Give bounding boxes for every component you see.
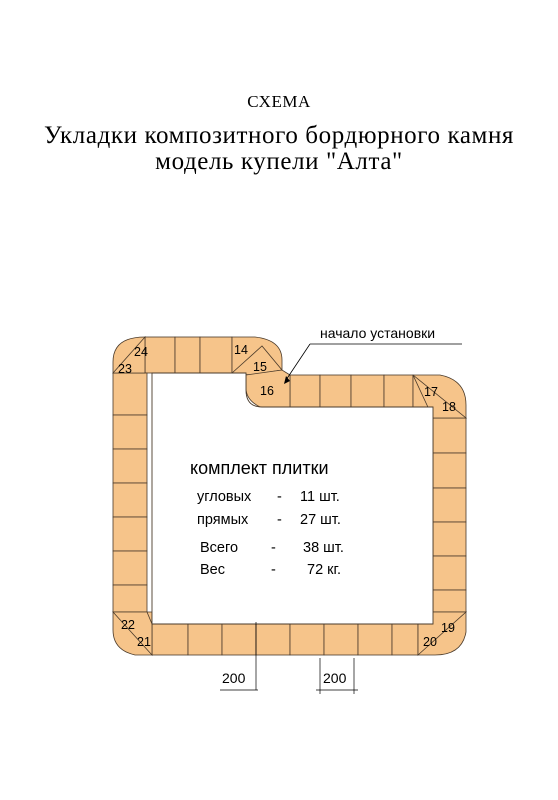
tile-number-23: 23 (118, 362, 132, 376)
kit-row-dash: - (271, 562, 276, 578)
scheme-title-line-1: Укладки композитного бордюрного камня (43, 122, 515, 149)
straight-tile (113, 585, 147, 612)
straight-tile (433, 418, 466, 453)
tile-number-15: 15 (253, 360, 267, 374)
pool-opening (152, 373, 433, 624)
kit-row-name: Вес (200, 562, 225, 578)
kit-row-value: 11 шт. (300, 489, 340, 505)
tile-number-20: 20 (423, 635, 437, 649)
straight-tile (290, 375, 320, 407)
straight-tile (358, 624, 392, 655)
straight-tile (324, 624, 358, 655)
tile-number-18: 18 (442, 400, 456, 414)
tile-number-17: 17 (424, 385, 438, 399)
tile-number-14: 14 (234, 343, 248, 357)
tiles-group (113, 337, 466, 655)
scheme-title-line-2: модель купели "Алта" (155, 148, 403, 175)
tile-number-22: 22 (121, 618, 135, 632)
dimension-right (316, 658, 358, 694)
straight-tile (113, 517, 147, 551)
straight-tile (433, 590, 466, 612)
kit-row-name: угловых (197, 489, 252, 505)
straight-tile (433, 453, 466, 488)
tile-number-19: 19 (441, 621, 455, 635)
straight-tile (113, 373, 147, 415)
straight-tile (433, 556, 466, 590)
straight-tile (188, 624, 222, 655)
kit-title: комплект плитки (190, 458, 329, 478)
kit-row-dash: - (271, 540, 276, 556)
kit-row-dash: - (277, 489, 282, 505)
tile-number-21: 21 (137, 635, 151, 649)
tile-number-16: 16 (260, 384, 274, 398)
tile-number-24: 24 (134, 345, 148, 359)
start-label: начало установки (320, 325, 436, 341)
straight-tile (433, 522, 466, 556)
straight-tile (113, 449, 147, 483)
kit-row-name: прямых (197, 512, 249, 528)
straight-tile (200, 337, 232, 373)
straight-tile (113, 483, 147, 517)
straight-tile (351, 375, 384, 407)
dimension-label-right: 200 (323, 670, 347, 686)
dimension-label-left: 200 (222, 670, 246, 686)
straight-tile (433, 488, 466, 522)
straight-tile (145, 337, 175, 373)
kit-row-value: 27 шт. (300, 512, 341, 528)
straight-tile (222, 624, 256, 655)
straight-tile (320, 375, 351, 407)
straight-tile (175, 337, 200, 373)
straight-tile (384, 375, 413, 407)
kit-row-name: Всего (200, 540, 239, 556)
straight-tile (113, 415, 147, 449)
straight-tile (256, 624, 290, 655)
straight-tile (392, 624, 418, 655)
straight-tile (290, 624, 324, 655)
kit-row-value: 72 кг. (307, 562, 342, 578)
scheme-heading: СХЕМА (247, 92, 311, 111)
kit-row-value: 38 шт. (303, 540, 344, 556)
kit-row-dash: - (277, 512, 282, 528)
straight-tile (152, 624, 188, 655)
straight-tile (113, 551, 147, 585)
